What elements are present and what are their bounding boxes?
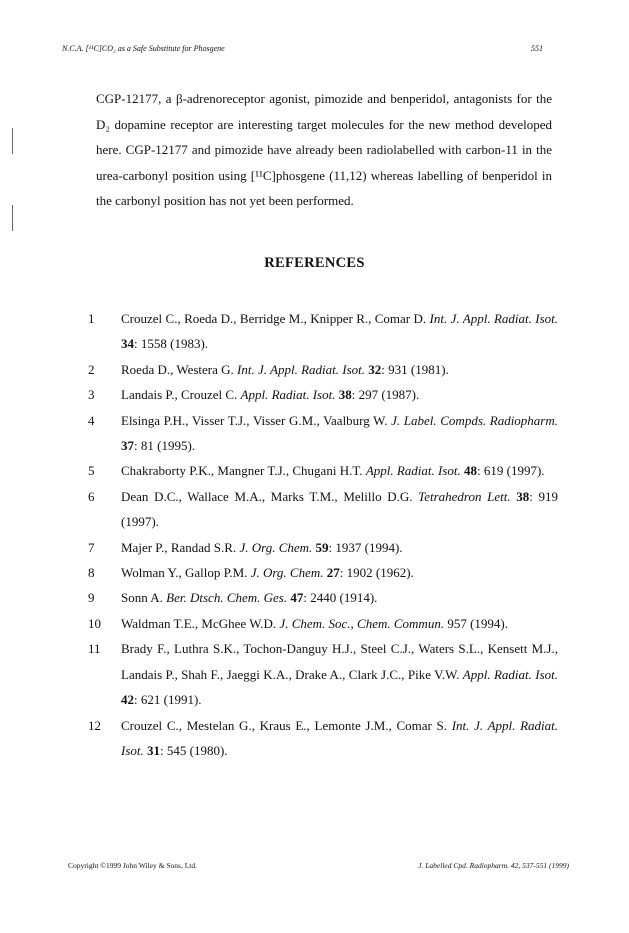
- citation-text: Majer P., Randad S.R.: [121, 539, 240, 555]
- reference-text: [121, 408, 558, 459]
- citation-text: : 1558 (1983).: [134, 336, 209, 352]
- journal-name: Int. J. Appl. Radiat. Isot.: [237, 361, 365, 377]
- journal-name: Ber. Dtsch. Chem. Ges.: [166, 590, 288, 606]
- journal-name: Int. J. Appl. Radiat. Isot.: [429, 311, 558, 326]
- margin-mark: [12, 128, 13, 154]
- reference-number: 12: [88, 717, 101, 733]
- journal-name: Appl. Radiat. Isot.: [365, 463, 461, 479]
- citation-text: Landais P., Crouzel C.: [121, 387, 241, 403]
- copyright-notice: Copyright ©1999 John Wiley & Sons, Ltd.: [68, 861, 198, 870]
- reference-text: [121, 585, 558, 610]
- reference-number: 3: [88, 387, 95, 403]
- citation-text: Roeda D., Westera G.: [121, 361, 238, 377]
- reference-item: [88, 560, 558, 585]
- reference-item: [88, 458, 558, 483]
- citation-text: Chakraborty P.K., Mangner T.J., Chugani H.T.: [121, 463, 366, 479]
- volume-number: 42: [121, 692, 134, 708]
- reference-item: [88, 484, 558, 535]
- reference-item: [88, 357, 558, 382]
- citation-text: : 931 (1981).: [381, 361, 449, 377]
- reference-number: 1: [88, 311, 95, 326]
- citation-text: : 1902 (1962).: [339, 565, 414, 581]
- citation-text: : 621 (1991).: [134, 692, 202, 708]
- volume-number: 37: [121, 438, 134, 454]
- citation-text: Crouzel C., Roeda D., Berridge M., Knipper R., Comar D.: [121, 311, 430, 326]
- citation-text: Wolman Y., Gallop P.M.: [121, 565, 251, 581]
- page-number: 551: [531, 44, 543, 53]
- reference-item: [88, 585, 558, 610]
- volume-number: 38: [338, 387, 352, 403]
- reference-number: 2: [88, 361, 95, 377]
- citation-text: Elsinga P.H., Visser T.J., Visser G.M., Vaalburg W.: [121, 412, 392, 428]
- references-list: [88, 306, 558, 763]
- reference-item: [88, 535, 558, 560]
- reference-item: [88, 636, 558, 712]
- reference-number: 4: [88, 412, 95, 428]
- references-heading: REFERENCES: [264, 255, 365, 271]
- volume-number: 59: [315, 539, 329, 555]
- reference-text: [121, 535, 558, 560]
- citation-text: : 619 (1997).: [477, 463, 545, 479]
- citation-text: : 1937 (1994).: [328, 539, 403, 555]
- citation-text: : 81 (1995).: [134, 438, 196, 454]
- volume-number: 27: [326, 565, 340, 581]
- volume-number: 32: [368, 361, 382, 377]
- body-paragraph: CGP-12177, a β-adrenoreceptor agonist, pimozide and benperidol, antagonists for the D₂ dopamine receptor are interesting target molecules for the new method developed here. CGP-12177 and pimozide have already been radiolabelled with carbon-11 in the urea-carbonyl position using [¹¹C]phosgene (11,12) whereas labelling of benperidol in the carbonyl position has not yet been performed.: [96, 91, 552, 209]
- citation-text: : 919 (1997).: [121, 488, 558, 530]
- journal-name: J. Chem. Soc., Chem. Commun.: [279, 615, 445, 631]
- citation-text: Crouzel C., Mestelan G., Kraus E., Lemonte J.M., Comar S.: [121, 717, 452, 733]
- citation-text: : 297 (1987).: [351, 387, 420, 403]
- citation-text: Sonn A.: [121, 590, 167, 606]
- citation-text: Waldman T.E., McGhee W.D.: [121, 615, 280, 631]
- citation-text: Brady F., Luthra S.K., Tochon-Danguy H.J., Steel C.J., Waters S.L., Kensett M.J., Landais P., Shah F., Jaeggi K.A., Drake A., Clark J.C., Pike V.W.: [121, 641, 558, 682]
- reference-number: 9: [88, 590, 95, 606]
- reference-number: 11: [88, 641, 101, 657]
- reference-item: [88, 713, 558, 764]
- margin-mark: [12, 205, 13, 231]
- reference-item: [88, 306, 558, 357]
- reference-number: 6: [88, 488, 95, 504]
- volume-number: 48: [464, 463, 478, 479]
- reference-text: [121, 713, 558, 764]
- journal-name: Tetrahedron Lett.: [418, 488, 511, 504]
- reference-number: 5: [88, 463, 95, 479]
- journal-name: Int. J. Appl. Radiat. Isot.: [121, 717, 558, 758]
- reference-text: [121, 357, 558, 382]
- journal-name: J. Org. Chem.: [250, 565, 324, 581]
- reference-number: 8: [88, 565, 95, 581]
- journal-name: Appl. Radiat. Isot.: [462, 666, 559, 682]
- reference-text: [121, 611, 558, 636]
- volume-number: 38: [516, 488, 530, 504]
- journal-name: J. Org. Chem.: [239, 539, 313, 555]
- volume-number: 31: [147, 742, 160, 758]
- reference-text: [121, 458, 558, 483]
- reference-text: [121, 484, 558, 535]
- reference-item: [88, 382, 558, 407]
- reference-text: [121, 560, 558, 585]
- reference-number: 7: [88, 539, 95, 555]
- volume-number: 47: [290, 590, 304, 606]
- journal-citation: J. Labelled Cpd. Radiopharm. 42, 537-551 (1999): [418, 861, 569, 870]
- volume-number: 34: [121, 336, 134, 352]
- reference-text: [121, 382, 558, 407]
- running-title: N.C.A. [¹¹C]CO₂ as a Safe Substitute for Phosgene: [62, 44, 225, 53]
- reference-text: [121, 306, 558, 357]
- reference-number: 10: [88, 615, 101, 631]
- journal-name: J. Label. Compds. Radiopharm.: [391, 412, 558, 428]
- citation-text: 957 (1994).: [444, 615, 508, 631]
- citation-text: Dean D.C., Wallace M.A., Marks T.M., Melillo D.G.: [121, 488, 419, 504]
- reference-item: [88, 611, 558, 636]
- journal-name: Appl. Radiat. Isot.: [240, 387, 336, 403]
- reference-item: [88, 408, 558, 459]
- citation-text: : 2440 (1914).: [303, 590, 378, 606]
- reference-text: [121, 636, 558, 712]
- citation-text: : 545 (1980).: [160, 742, 228, 758]
